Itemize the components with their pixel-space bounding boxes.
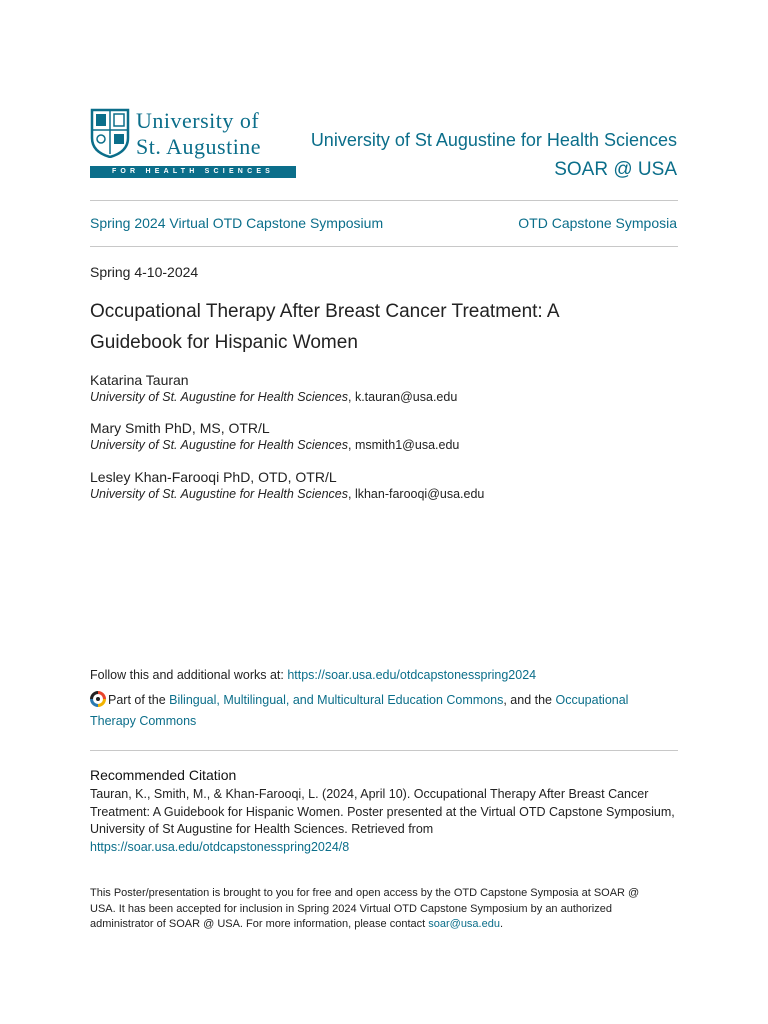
divider-series (90, 246, 678, 247)
author-block (90, 372, 680, 406)
author-name: Mary Smith PhD, MS, OTR/L (90, 420, 270, 436)
collection-link[interactable]: OTD Capstone Symposia (518, 215, 677, 231)
part-of-middle: , and the (503, 693, 556, 707)
follow-prefix: Follow this and additional works at: (90, 668, 288, 682)
author-affiliation (90, 437, 680, 454)
citation-heading: Recommended Citation (90, 767, 237, 783)
digital-commons-network-icon (90, 691, 106, 707)
access-statement (90, 886, 660, 933)
publication-date: Spring 4-10-2024 (90, 264, 199, 280)
follow-line (90, 668, 536, 682)
part-of-prefix: Part of the (108, 693, 170, 707)
contact-email-link[interactable]: soar@usa.edu (428, 918, 500, 930)
commons-link-occupational-therapy[interactable]: Occupational Therapy Commons (90, 693, 629, 728)
logo-line-2: St. Augustine (136, 134, 262, 159)
university-logo[interactable] (90, 108, 296, 178)
document-title: Occupational Therapy After Breast Cancer Treatment: A Guidebook for Hispanic Women (90, 301, 559, 353)
logo-line-1: University of (136, 108, 260, 133)
series-link[interactable]: Spring 2024 Virtual OTD Capstone Symposium (90, 215, 384, 231)
part-of-line (90, 690, 670, 732)
affiliation-name: University of St. Augustine for Health Sciences (90, 487, 348, 501)
author-block (90, 469, 680, 503)
author-block (90, 420, 680, 454)
affiliation-name: University of St. Augustine for Health Sciences (90, 390, 348, 404)
divider-citation (90, 750, 678, 751)
author-name: Katarina Tauran (90, 372, 189, 388)
author-affiliation (90, 486, 680, 503)
citation-body: Tauran, K., Smith, M., & Khan-Farooqi, L. (2024, April 10). Occupational Therapy After Breast Cancer Treatment: A Guidebook for Hispanic Women. Poster presented at the Virtual OTD Capstone Symposium, University of St Augustine for Health Sciences. Retrieved from (90, 787, 675, 836)
logo-tagline-bar: FOR HEALTH SCIENCES (90, 166, 296, 178)
author-affiliation (90, 389, 680, 406)
commons-link-bilingual[interactable]: Bilingual, Multilingual, and Multicultural Education Commons (169, 693, 504, 707)
affiliation-name: University of St. Augustine for Health Sciences (90, 438, 348, 452)
author-name: Lesley Khan-Farooqi PhD, OTD, OTR/L (90, 469, 337, 485)
divider-top (90, 200, 678, 201)
access-statement-end: . (499, 918, 504, 930)
university-crest-icon (90, 108, 130, 158)
institution-link[interactable]: University of St Augustine for Health Sciences (310, 130, 677, 150)
citation-text (90, 786, 680, 856)
citation-link[interactable]: https://soar.usa.edu/otdcapstonesspring2024/8 (90, 839, 350, 854)
access-statement-text: This Poster/presentation is brought to you for free and open access by the OTD Capstone Symposia at SOAR @ USA. It has been accepted for inclusion in Spring 2024 Virtual OTD Capstone Symposium by an authorized administrator of SOAR @ USA. For more information, please contact (90, 887, 640, 930)
author-email: , msmith1@usa.edu (348, 438, 460, 452)
follow-link[interactable]: https://soar.usa.edu/otdcapstonesspring2024 (287, 668, 537, 682)
author-email: , k.tauran@usa.edu (348, 390, 458, 404)
author-email: , lkhan-farooqi@usa.edu (348, 487, 485, 501)
repository-link[interactable]: SOAR @ USA (554, 159, 677, 180)
